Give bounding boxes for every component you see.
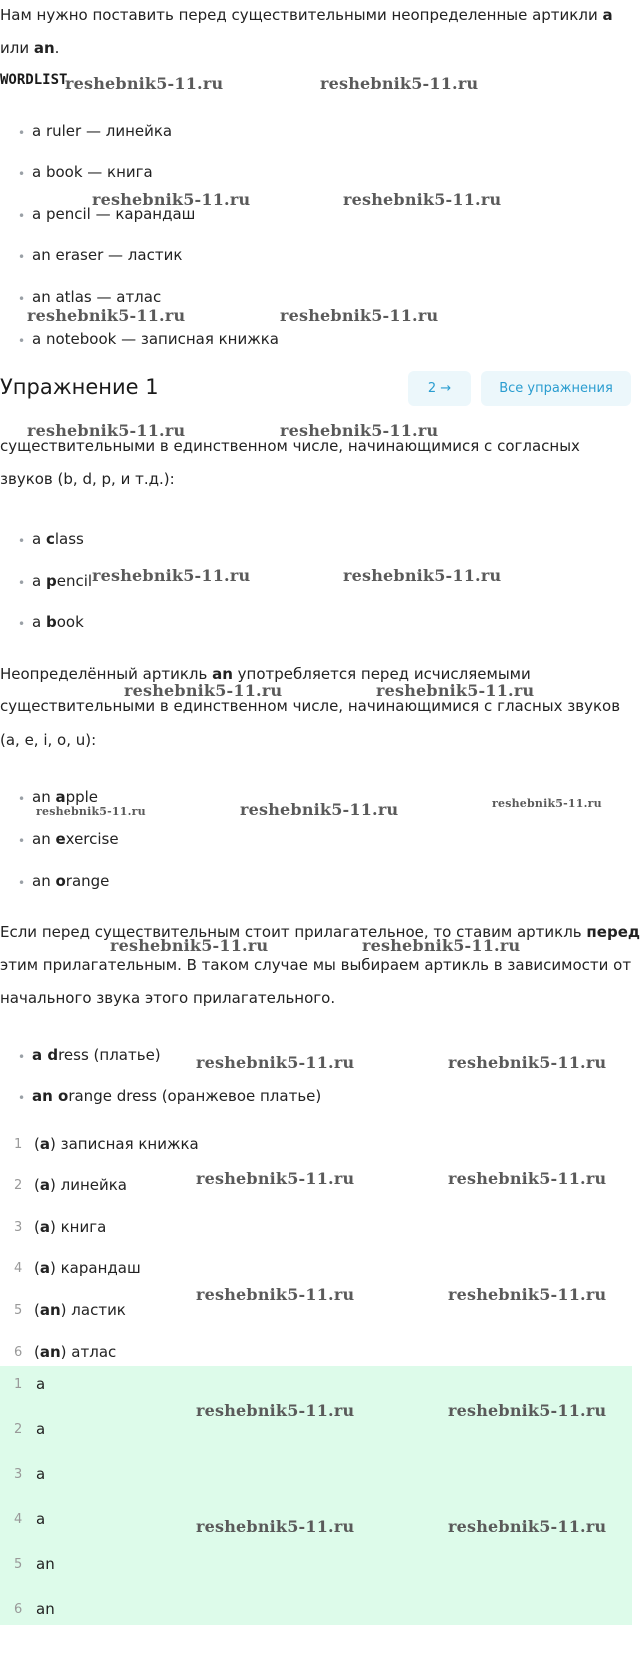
answer-number: 6 (14, 1602, 23, 1617)
bullet-icon: • (18, 534, 26, 548)
question-number: 5 (14, 1303, 23, 1318)
question-item: (a) карандаш (34, 1259, 141, 1277)
answer-number: 2 (14, 1422, 23, 1437)
next-exercise-button[interactable] (408, 371, 471, 406)
answer-item: a (36, 1465, 46, 1483)
example-item: a book (32, 613, 84, 631)
watermark: reshebnik5-11.ru (280, 306, 439, 325)
answer-item: a (36, 1375, 46, 1393)
bullet-icon: • (18, 250, 26, 264)
next-exercise-label: 2 → (427, 381, 452, 396)
bullet-icon: • (18, 167, 26, 181)
watermark: reshebnik5-11.ru (240, 800, 399, 819)
watermark: reshebnik5-11.ru (492, 797, 602, 810)
watermark: reshebnik5-11.ru (92, 566, 251, 585)
bullet-icon: • (18, 834, 26, 848)
example-item: an orange (32, 872, 110, 890)
watermark: reshebnik5-11.ru (196, 1053, 355, 1072)
bullet-icon: • (18, 1091, 26, 1105)
all-exercises-label: Все упражнения (499, 381, 613, 396)
answer-number: 4 (14, 1512, 23, 1527)
watermark: reshebnik5-11.ru (280, 421, 439, 440)
watermark: reshebnik5-11.ru (448, 1053, 607, 1072)
rule2-line-1: Неопределённый артикль an употребляется перед исчисляемыми (0, 665, 531, 683)
rule2-line-2: существительными в единственном числе, начинающимися с гласных звуков (0, 697, 621, 715)
wordlist-item: an eraser — ластик (32, 246, 183, 264)
watermark: reshebnik5-11.ru (448, 1401, 607, 1420)
bullet-icon: • (18, 209, 26, 223)
watermark: reshebnik5-11.ru (448, 1169, 607, 1188)
watermark: reshebnik5-11.ru (27, 421, 186, 440)
watermark: reshebnik5-11.ru (92, 190, 251, 209)
watermark: reshebnik5-11.ru (320, 74, 479, 93)
question-item: (an) ластик (34, 1301, 126, 1319)
watermark: reshebnik5-11.ru (448, 1285, 607, 1304)
example-item: an apple (32, 788, 99, 806)
intro-line-1: Нам нужно поставить перед существительными неопределенные артикли a (0, 6, 613, 24)
watermark: reshebnik5-11.ru (448, 1517, 607, 1536)
rule1-line-2: звуков (b, d, p, и т.д.): (0, 470, 175, 488)
example-item: an orange dress (оранжевое платье) (32, 1087, 322, 1105)
bullet-icon: • (18, 576, 26, 590)
all-exercises-button[interactable] (481, 371, 631, 406)
answer-item: a (36, 1420, 46, 1438)
answer-number: 5 (14, 1557, 23, 1572)
watermark: reshebnik5-11.ru (110, 936, 269, 955)
rule3-line-1: Если перед существительным стоит прилагательное, то ставим артикль перед (0, 923, 640, 941)
bullet-icon: • (18, 126, 26, 140)
question-number: 3 (14, 1220, 23, 1235)
wordlist-item: an atlas — атлас (32, 288, 162, 306)
answer-item: a (36, 1510, 46, 1528)
watermark: reshebnik5-11.ru (376, 681, 535, 700)
rule3-line-3: начального звука этого прилагательного. (0, 989, 336, 1007)
question-item: (a) записная книжка (34, 1135, 199, 1153)
question-item: (a) книга (34, 1218, 107, 1236)
watermark: reshebnik5-11.ru (196, 1169, 355, 1188)
question-item: (an) атлас (34, 1343, 117, 1361)
rule3-line-2: этим прилагательным. В таком случае мы выбираем артикль в зависимости от (0, 956, 632, 974)
question-number: 4 (14, 1261, 23, 1276)
watermark: reshebnik5-11.ru (36, 805, 146, 818)
watermark: reshebnik5-11.ru (196, 1285, 355, 1304)
watermark: reshebnik5-11.ru (65, 74, 224, 93)
rule2-line-3: (a, e, i, o, u): (0, 731, 97, 749)
question-number: 2 (14, 1178, 23, 1193)
question-number: 6 (14, 1345, 23, 1360)
answer-item: an (36, 1555, 55, 1573)
bullet-icon: • (18, 292, 26, 306)
question-number: 1 (14, 1137, 23, 1152)
answer-item: an (36, 1600, 55, 1618)
wordlist-item: a notebook — записная книжка (32, 330, 279, 348)
bullet-icon: • (18, 1050, 26, 1064)
wordlist-item: a pencil — карандаш (32, 205, 196, 223)
question-item: (a) линейка (34, 1176, 127, 1194)
example-item: a class (32, 530, 84, 548)
watermark: reshebnik5-11.ru (362, 936, 521, 955)
wordlist-title: WORDLIST (0, 72, 68, 88)
wordlist-item: a book — книга (32, 163, 153, 181)
watermark: reshebnik5-11.ru (196, 1517, 355, 1536)
example-item: an exercise (32, 830, 119, 848)
example-item: a pencil (32, 572, 93, 590)
answer-number: 3 (14, 1467, 23, 1482)
watermark: reshebnik5-11.ru (343, 566, 502, 585)
watermark: reshebnik5-11.ru (124, 681, 283, 700)
watermark: reshebnik5-11.ru (343, 190, 502, 209)
bullet-icon: • (18, 334, 26, 348)
watermark: reshebnik5-11.ru (27, 306, 186, 325)
example-item: a dress (платье) (32, 1046, 161, 1064)
answer-number: 1 (14, 1377, 23, 1392)
watermark: reshebnik5-11.ru (196, 1401, 355, 1420)
intro-line-2: или an. (0, 39, 60, 57)
wordlist-item: a ruler — линейка (32, 122, 173, 140)
exercise-title: Упражнение 1 (0, 375, 159, 399)
bullet-icon: • (18, 792, 26, 806)
rule1-line-1: существительными в единственном числе, начинающимися с согласных (0, 437, 580, 455)
bullet-icon: • (18, 876, 26, 890)
bullet-icon: • (18, 617, 26, 631)
